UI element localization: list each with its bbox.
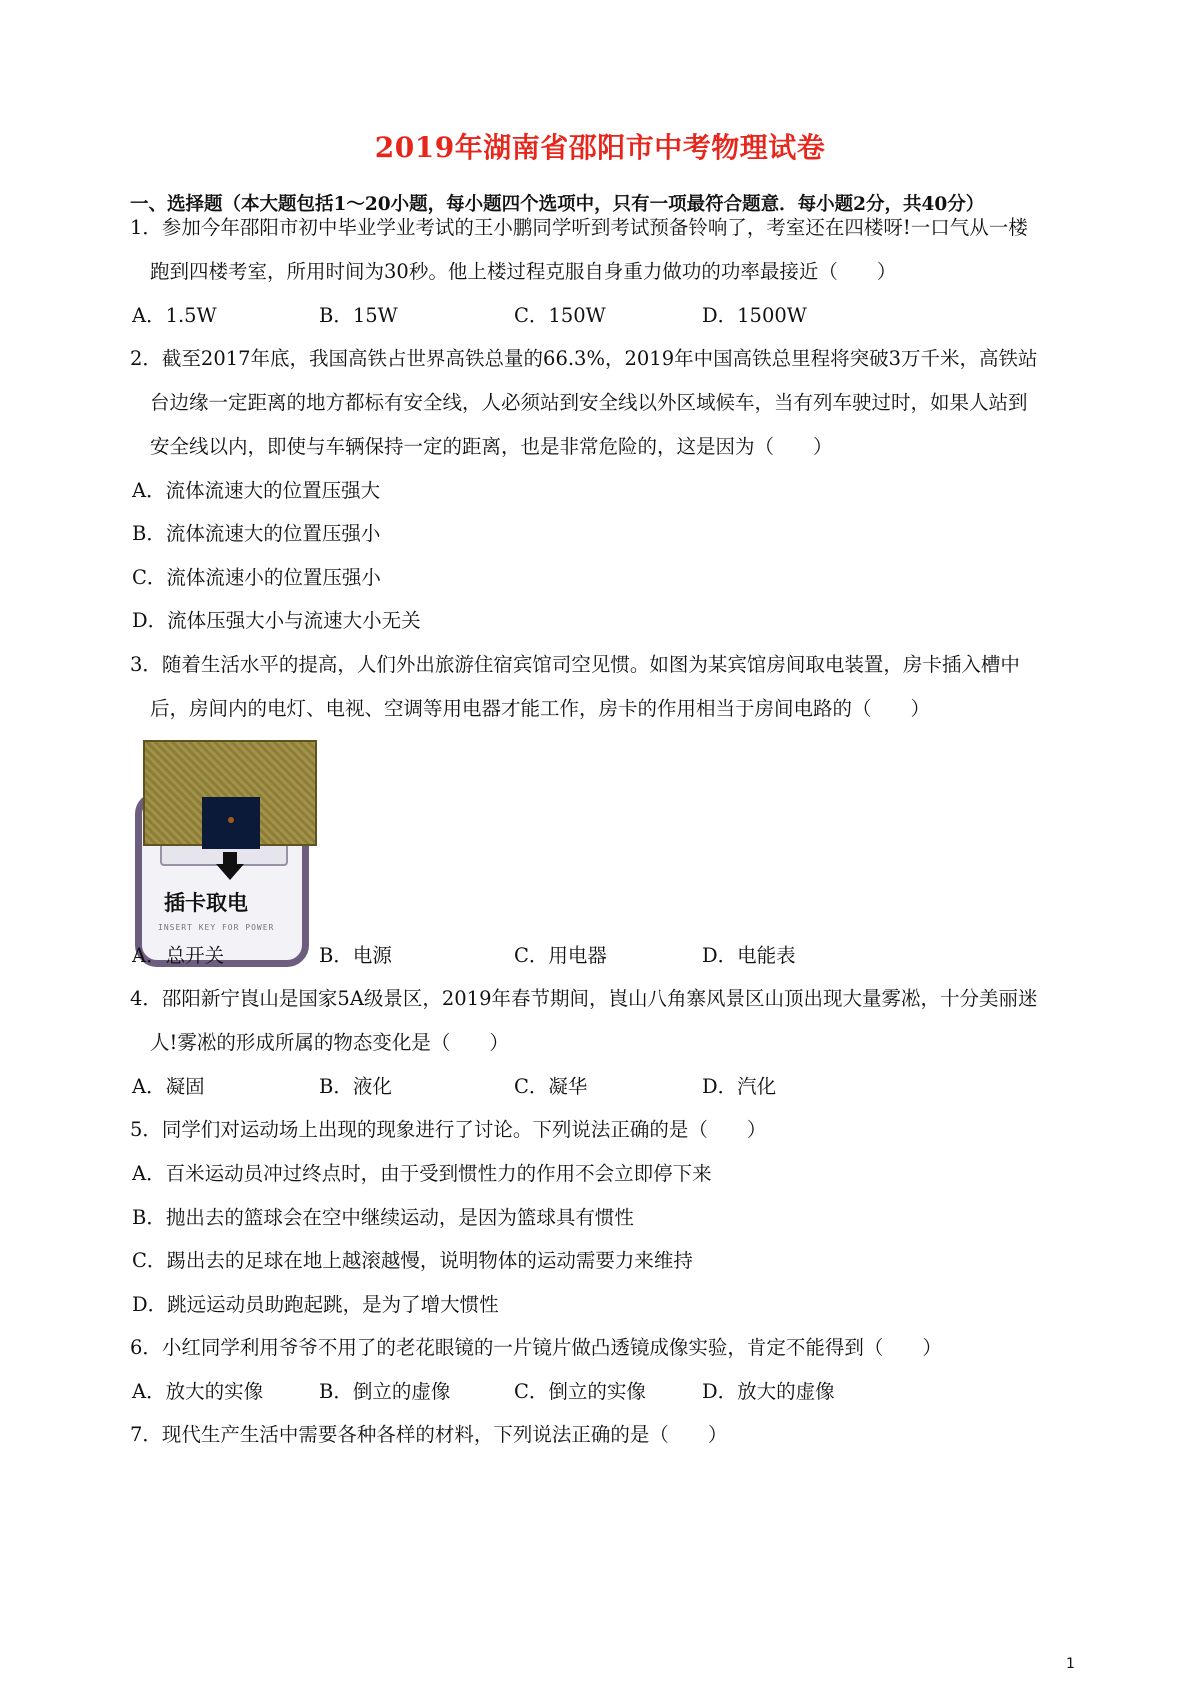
question-3-line-2: 后，房间内的电灯、电视、空调等用电器才能工作，房卡的作用相当于房间电路的（ ） bbox=[150, 697, 931, 720]
question-3-line-1: 3．随着生活水平的提高，人们外出旅游住宿宾馆司空见惯。如图为某宾馆房间取电装置，房卡插入槽中 bbox=[130, 653, 1020, 676]
question-2-option-c[interactable]: C．流体流速小的位置压强小 bbox=[132, 566, 381, 589]
page-number: 1 bbox=[1066, 1656, 1075, 1672]
option-d[interactable]: D．汽化 bbox=[702, 1075, 777, 1098]
option-d[interactable]: D．1500W bbox=[702, 304, 807, 327]
option-a[interactable]: A．总开关 bbox=[132, 944, 225, 967]
question-1-line-2: 跑到四楼考室，所用时间为30秒。他上楼过程克服自身重力做功的功率最接近（ ） bbox=[150, 260, 897, 283]
device-label-cn: 插卡取电 bbox=[164, 891, 248, 915]
question-2-option-d[interactable]: D．流体压强大小与流速大小无关 bbox=[132, 609, 421, 632]
option-a[interactable]: A．凝固 bbox=[132, 1075, 205, 1098]
question-2-line-3: 安全线以内，即使与车辆保持一定的距离，也是非常危险的，这是因为（ ） bbox=[150, 435, 833, 458]
option-b[interactable]: B．电源 bbox=[319, 944, 392, 967]
question-4-line-1: 4．邵阳新宁崀山是国家5A级景区，2019年春节期间，崀山八角寨风景区山顶出现大量雾凇，十分美丽迷 bbox=[130, 987, 1038, 1010]
device-label-en: INSERT KEY FOR POWER bbox=[158, 923, 275, 932]
option-c[interactable]: C．倒立的实像 bbox=[514, 1380, 646, 1403]
question-5-option-a[interactable]: A．百米运动员冲过终点时，由于受到惯性力的作用不会立即停下来 bbox=[132, 1162, 712, 1185]
option-d[interactable]: D．放大的虚像 bbox=[702, 1380, 835, 1403]
question-7-line-1: 7．现代生产生活中需要各种各样的材料，下列说法正确的是（ ） bbox=[130, 1423, 728, 1446]
card-window bbox=[202, 797, 260, 849]
question-5-line-1: 5．同学们对运动场上出现的现象进行了讨论。下列说法正确的是（ ） bbox=[130, 1118, 767, 1141]
option-a[interactable]: A．放大的实像 bbox=[132, 1380, 264, 1403]
option-b[interactable]: B．倒立的虚像 bbox=[319, 1380, 451, 1403]
section-heading: 一、选择题（本大题包括1～20小题，每小题四个选项中，只有一项最符合题意．每小题2分，共40分） bbox=[130, 194, 985, 215]
question-2-option-b[interactable]: B．流体流速大的位置压强小 bbox=[132, 522, 381, 545]
question-5-option-c[interactable]: C．踢出去的足球在地上越滚越慢，说明物体的运动需要力来维持 bbox=[132, 1249, 693, 1272]
option-a[interactable]: A．1.5W bbox=[132, 304, 217, 327]
exam-title: 2019年湖南省邵阳市中考物理试卷 bbox=[374, 131, 826, 164]
question-5-option-b[interactable]: B．抛出去的篮球会在空中继续运动，是因为篮球具有惯性 bbox=[132, 1206, 634, 1229]
down-arrow-icon bbox=[216, 864, 244, 880]
question-4-line-2: 人!雾凇的形成所属的物态变化是（ ） bbox=[150, 1031, 509, 1054]
room-key-card bbox=[143, 740, 317, 846]
card-indicator bbox=[228, 817, 234, 823]
option-c[interactable]: C．用电器 bbox=[514, 944, 607, 967]
question-2-option-a[interactable]: A．流体流速大的位置压强大 bbox=[132, 479, 381, 502]
option-c[interactable]: C．150W bbox=[514, 304, 606, 327]
question-2-line-1: 2．截至2017年底，我国高铁占世界高铁总量的66.3%，2019年中国高铁总里程将突破3万千米，高铁站 bbox=[130, 347, 1038, 370]
option-b[interactable]: B．液化 bbox=[319, 1075, 392, 1098]
option-c[interactable]: C．凝华 bbox=[514, 1075, 588, 1098]
question-5-option-d[interactable]: D．跳远运动员助跑起跳，是为了增大惯性 bbox=[132, 1293, 499, 1316]
option-d[interactable]: D．电能表 bbox=[702, 944, 796, 967]
question-2-line-2: 台边缘一定距离的地方都标有安全线，人必须站到安全线以外区域候车，当有列车驶过时，如果人站到 bbox=[150, 391, 1028, 414]
question-1-line-1: 1．参加今年邵阳市初中毕业学业考试的王小鹏同学听到考试预备铃响了，考室还在四楼呀!一口气从一楼 bbox=[130, 216, 1028, 239]
option-b[interactable]: B．15W bbox=[319, 304, 398, 327]
question-6-line-1: 6．小红同学利用爷爷不用了的老花眼镜的一片镜片做凸透镜成像实验，肯定不能得到（ ） bbox=[130, 1336, 942, 1359]
